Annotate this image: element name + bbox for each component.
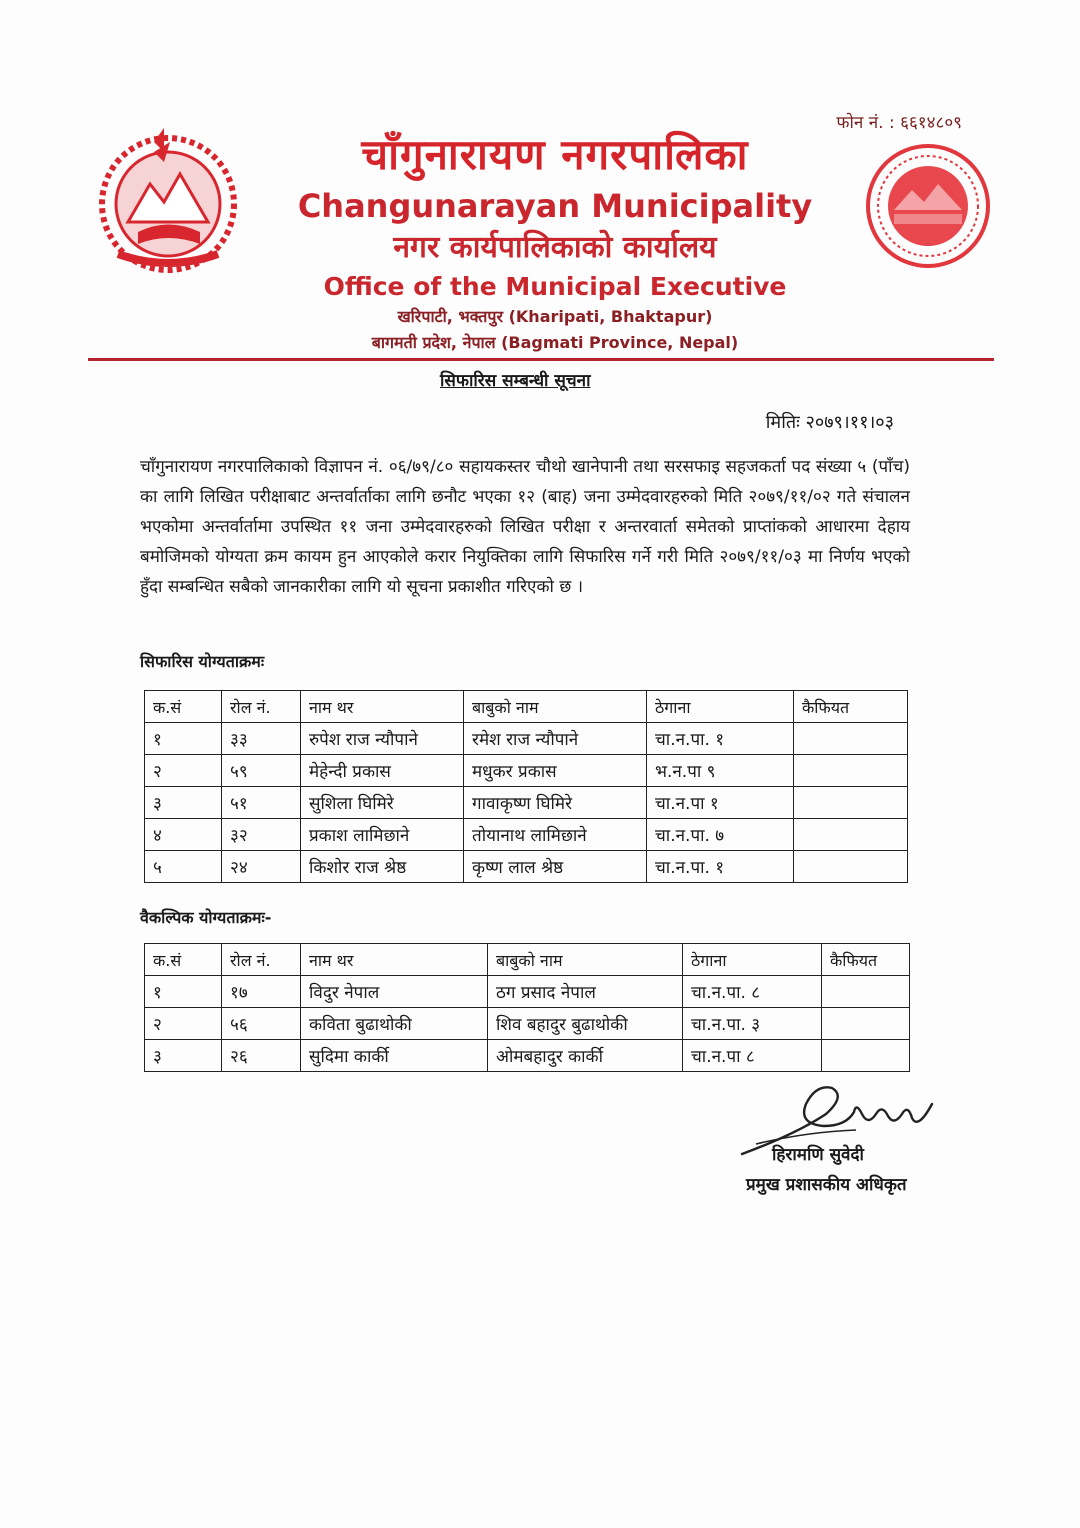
cell-serial: ५	[145, 851, 222, 883]
cell-roll: ३३	[222, 723, 301, 755]
municipality-seal-icon	[864, 142, 992, 270]
col-address: ठेगाना	[683, 944, 822, 976]
municipality-name-np: चाँगुनारायण नगरपालिका	[361, 130, 749, 179]
cell-address: चा.न.पा. ७	[647, 819, 794, 851]
cell-serial: ४	[145, 819, 222, 851]
cell-father: रमेश राज न्यौपाने	[464, 723, 647, 755]
office-name-en: Office of the Municipal Executive	[323, 272, 787, 301]
address-line-1: खरिपाटी, भक्तपुर (Kharipati, Bhaktapur)	[397, 307, 713, 326]
cell-remarks	[794, 851, 908, 883]
cell-father: ठग प्रसाद नेपाल	[488, 976, 683, 1008]
recommended-list-label: सिफारिस योग्यताक्रमः	[140, 652, 265, 671]
notice-body: चाँगुनारायण नगरपालिकाको विज्ञापन नं. ०६/७९/८० सहायकस्तर चौथो खानेपानी तथा सरसफाइ सहजकर्ता पद संख्या ५ (पाँच) का लागि लिखित परीक्षाबाट अन्तर्वार्ताका लागि छनौट भएका १२ (बाह) जना उम्मेदवारहरुको मिति २०७९/११/०२ गते संचालन भएकोमा अन्तर्वार्तामा उपस्थित ११ जना उम्मेदवारहरुको लिखित परीक्षा र अन्तरवार्ता समेतको प्राप्तांकको आधारमा देहाय बमोजिमको योग्यता क्रम कायम हुन आएकोले करार नियुक्तिका लागि सिफारिस गर्ने गरी मिति २०७९/११/०३ मा निर्णय भएको हुँदा सम्बन्धित सबैको जानकारीका लागि यो सूचना प्रकाशीत गरिएको छ ।	[140, 457, 910, 597]
cell-serial: १	[145, 723, 222, 755]
cell-roll: ५१	[222, 787, 301, 819]
cell-remarks	[822, 1040, 910, 1072]
cell-address: चा.न.पा ८	[683, 1040, 822, 1072]
col-father: बाबुको नाम	[488, 944, 683, 976]
cell-address: चा.न.पा. १	[647, 723, 794, 755]
cell-name: किशोर राज श्रेष्ठ	[301, 851, 464, 883]
cell-father: शिव बहादुर बुढाथोकी	[488, 1008, 683, 1040]
cell-serial: ३	[145, 787, 222, 819]
cell-roll: ५६	[222, 1008, 301, 1040]
cell-name: विदुर नेपाल	[301, 976, 488, 1008]
table-row	[145, 723, 908, 755]
cell-name: सुदिमा कार्की	[301, 1040, 488, 1072]
notice-date: मितिः २०७९।११।०३	[765, 412, 894, 433]
col-roll: रोल नं.	[222, 944, 301, 976]
col-remarks: कैफियत	[822, 944, 910, 976]
recommended-table	[144, 690, 908, 883]
cell-roll: १७	[222, 976, 301, 1008]
table-row	[145, 787, 908, 819]
address-line-2: बागमती प्रदेश, नेपाल (Bagmati Province, Nepal)	[371, 333, 739, 352]
municipality-name-en: Changunarayan Municipality	[297, 187, 813, 225]
cell-name: रुपेश राज न्यौपाने	[301, 723, 464, 755]
office-name-np: नगर कार्यपालिकाको कार्यालय	[393, 230, 717, 265]
cell-address: चा.न.पा. १	[647, 851, 794, 883]
col-serial: क.सं	[145, 944, 222, 976]
cell-remarks	[794, 755, 908, 787]
table-row	[145, 976, 910, 1008]
signatory-title: प्रमुख प्रशासकीय अधिकृत	[746, 1175, 907, 1195]
cell-address: भ.न.पा ९	[647, 755, 794, 787]
cell-remarks	[822, 976, 910, 1008]
cell-serial: ३	[145, 1040, 222, 1072]
cell-father: तोयानाथ लामिछाने	[464, 819, 647, 851]
col-name: नाम थर	[301, 691, 464, 723]
cell-remarks	[794, 723, 908, 755]
col-roll: रोल नं.	[222, 691, 301, 723]
alternate-table	[144, 943, 910, 1072]
cell-roll: २४	[222, 851, 301, 883]
cell-father: मधुकर प्रकास	[464, 755, 647, 787]
cell-address: चा.न.पा. ८	[683, 976, 822, 1008]
cell-roll: ५९	[222, 755, 301, 787]
col-name: नाम थर	[301, 944, 488, 976]
table-header-row	[145, 691, 908, 723]
cell-serial: १	[145, 976, 222, 1008]
cell-serial: २	[145, 755, 222, 787]
cell-name: प्रकाश लामिछाने	[301, 819, 464, 851]
nepal-emblem-icon	[88, 122, 248, 282]
cell-father: गावाकृष्ण घिमिरे	[464, 787, 647, 819]
cell-name: कविता बुढाथोकी	[301, 1008, 488, 1040]
table-row	[145, 819, 908, 851]
cell-father: ओमबहादुर कार्की	[488, 1040, 683, 1072]
header-divider	[88, 358, 994, 361]
table-header-row	[145, 944, 910, 976]
table-row	[145, 1008, 910, 1040]
table-row	[145, 1040, 910, 1072]
cell-address: चा.न.पा १	[647, 787, 794, 819]
cell-address: चा.न.पा. ३	[683, 1008, 822, 1040]
cell-remarks	[794, 787, 908, 819]
col-remarks: कैफियत	[794, 691, 908, 723]
table-row	[145, 851, 908, 883]
table-row	[145, 755, 908, 787]
cell-roll: ३२	[222, 819, 301, 851]
phone-number: फोन नं. : ६६१४८०९	[836, 113, 962, 133]
cell-roll: २६	[222, 1040, 301, 1072]
signatory-name: हिरामणि सुवेदी	[772, 1145, 864, 1165]
cell-name: मेहेन्दी प्रकास	[301, 755, 464, 787]
cell-remarks	[822, 1008, 910, 1040]
cell-serial: २	[145, 1008, 222, 1040]
cell-father: कृष्ण लाल श्रेष्ठ	[464, 851, 647, 883]
letterhead	[260, 128, 850, 356]
cell-name: सुशिला घिमिरे	[301, 787, 464, 819]
col-father: बाबुको नाम	[464, 691, 647, 723]
cell-remarks	[794, 819, 908, 851]
col-address: ठेगाना	[647, 691, 794, 723]
alternate-list-label: वैकल्पिक योग्यताक्रमः-	[140, 908, 272, 927]
notice-title: सिफारिस सम्बन्धी सूचना	[440, 371, 591, 391]
col-serial: क.सं	[145, 691, 222, 723]
